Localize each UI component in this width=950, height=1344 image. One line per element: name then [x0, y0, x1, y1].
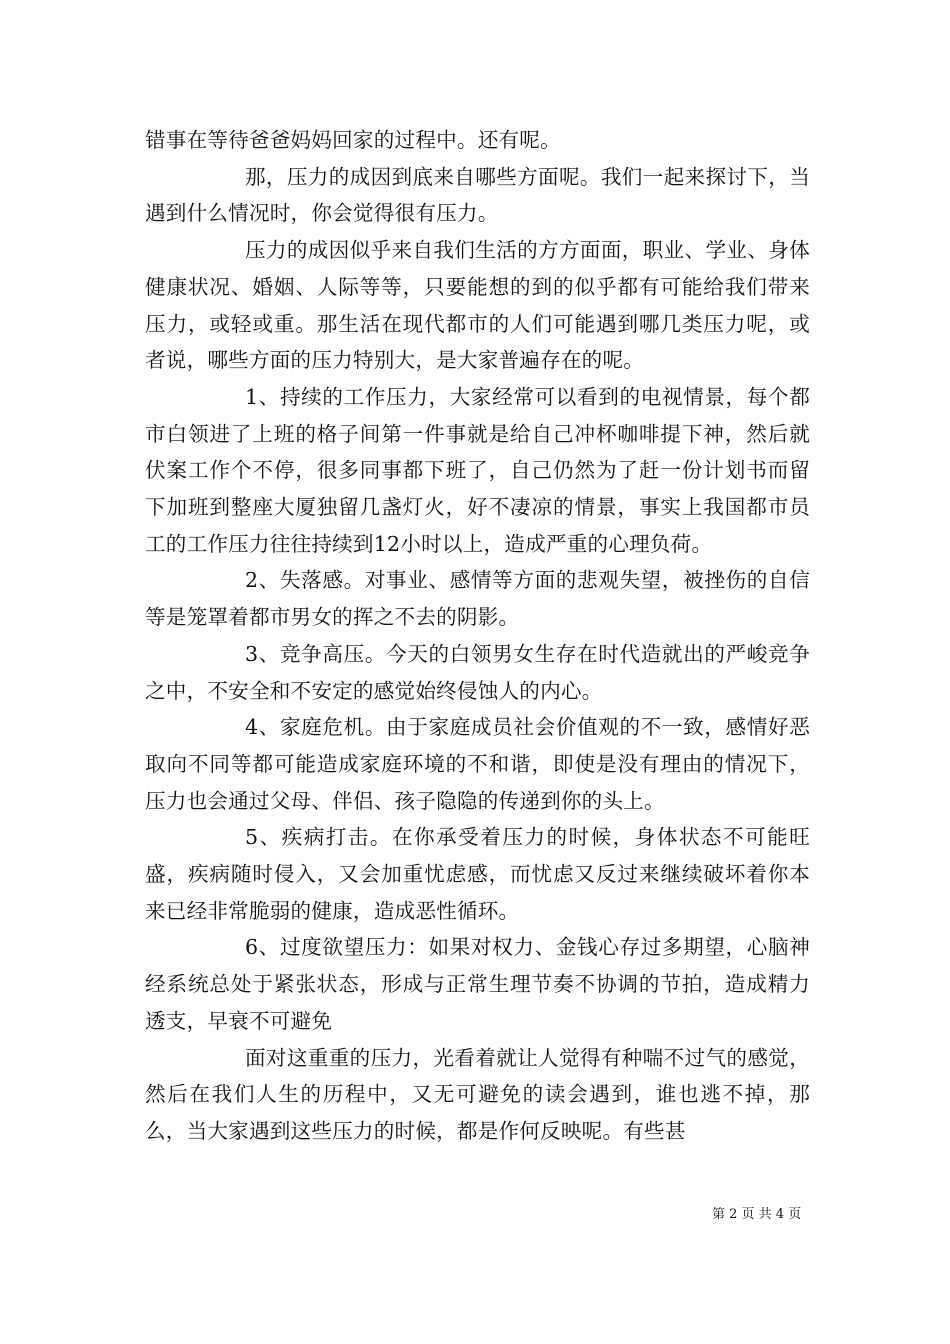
page-number-footer: 第 2 页 共 4 页 — [712, 1207, 802, 1222]
paragraph-10: 面对这重重的压力，光看着就让人觉得有种喘不过气的感觉，然后在我们人生的历程中，又无可避免的读会遇到，谁也逃不掉，那么，当大家遇到这些压力的时候，都是作何反映呢。有些甚 — [145, 1045, 810, 1143]
paragraph-7: 4、家庭危机。由于家庭成员社会价值观的不一致，感情好恶取向不同等都可能造成家庭环境的不和谐，即使是没有理由的情况下，压力也会通过父母、伴侣、孩子隐隐的传递到你的头上。 — [145, 715, 810, 813]
paragraph-3: 压力的成因似乎来自我们生活的方方面面，职业、学业、身体健康状况、婚姻、人际等等，只要能想的到的似乎都有可能给我们带来压力，或轻或重。那生活在现代都市的人们可能遇到哪几类压力呢，或者说，哪些方面的压力特别大，是大家普遍存在的呢。 — [145, 238, 810, 373]
paragraph-4: 1、持续的工作压力，大家经常可以看到的电视情景，每个都市白领进了上班的格子间第一件事就是给自己冲杯咖啡提下神，然后就伏案工作个不停，很多同事都下班了，自己仍然为了赶一份计划书而留下加班到整座大厦独留几盏灯火，好不凄凉的情景，事实上我国都市员工的工作压力往往持续到12小时以上，造成严重的心理负荷。 — [145, 384, 810, 556]
paragraph-6: 3、竞争高压。今天的白领男女生存在时代造就出的严峻竞争之中，不安全和不安定的感觉始终侵蚀人的内心。 — [145, 641, 810, 703]
paragraph-9: 6、过度欲望压力：如果对权力、金钱心存过多期望，心脑神经系统总处于紧张状态，形成与正常生理节奏不协调的节拍，造成精力透支，早衰不可避免 — [145, 935, 810, 1033]
paragraph-8: 5、疾病打击。在你承受着压力的时候，身体状态不可能旺盛，疾病随时侵入，又会加重忧虑感，而忧虑又反过来继续破坏着你本来已经非常脆弱的健康，造成恶性循环。 — [145, 825, 810, 923]
paragraph-1: 错事在等待爸爸妈妈回家的过程中。还有呢。 — [145, 128, 561, 152]
document-body — [145, 122, 810, 1150]
paragraph-5: 2、失落感。对事业、感情等方面的悲观失望，被挫伤的自信等是笼罩着都市男女的挥之不去的阴影。 — [145, 568, 810, 630]
paragraph-2: 那，压力的成因到底来自哪些方面呢。我们一起来探讨下，当遇到什么情况时，你会觉得很有压力。 — [145, 164, 810, 226]
